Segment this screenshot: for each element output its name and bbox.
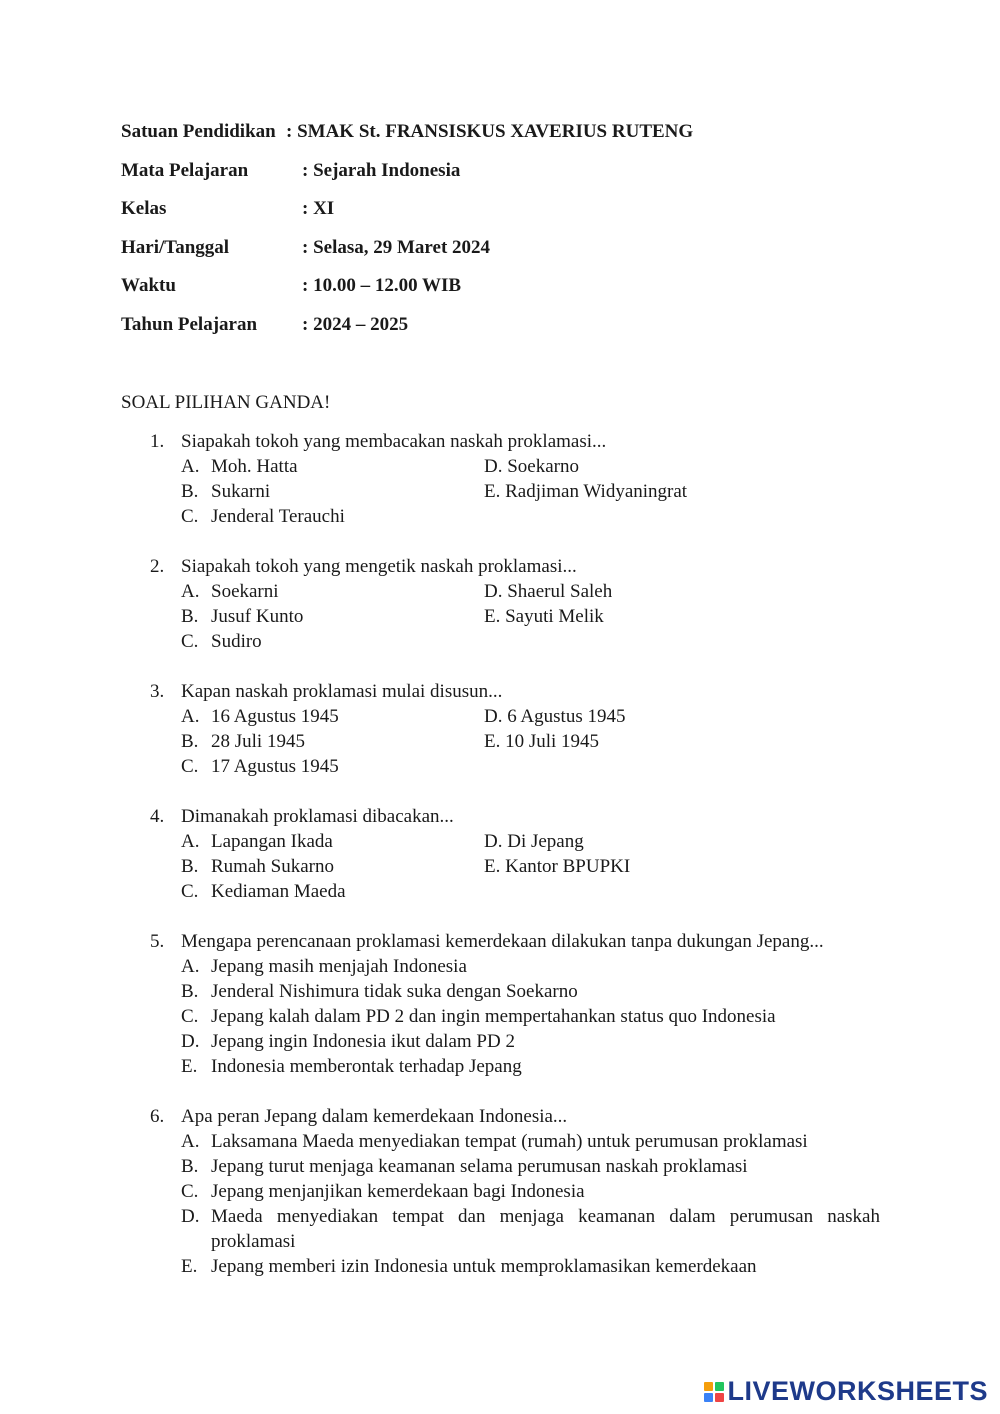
option-a[interactable]: A. Lapangan Ikada [181,831,333,852]
option-c[interactable]: C. Jepang menjanjikan kemerdekaan bagi Indonesia [181,1181,585,1202]
question-1 [150,429,880,529]
question-number: 2. [150,556,165,577]
header-value: : Sejarah Indonesia [302,159,461,181]
option-d[interactable]: D. Di Jepang [484,831,584,852]
question-text: Mengapa perencanaan proklamasi kemerdekaan dilakukan tanpa dukungan Jepang... [181,931,824,952]
option-d[interactable]: D. Soekarno [484,456,579,477]
header-value: : SMAK St. FRANSISKUS XAVERIUS RUTENG [286,121,694,142]
question-3 [150,679,880,779]
option-b[interactable]: B. Rumah Sukarno [181,856,334,877]
option-a[interactable]: A. Laksamana Maeda menyediakan tempat (rumah) untuk perumusan proklamasi [181,1131,808,1152]
liveworksheets-logo [704,1376,988,1407]
option-c[interactable]: C. Jenderal Terauchi [181,506,345,527]
header-label: Satuan Pendidikan [121,121,276,142]
option-b[interactable]: B. Jusuf Kunto [181,606,304,627]
header-value: : 10.00 – 12.00 WIB [302,275,462,297]
header-label: Hari/Tanggal [121,236,230,258]
option-e[interactable]: E. Kantor BPUPKI [484,856,631,877]
option-b[interactable]: B. Jepang turut menjaga keamanan selama perumusan naskah proklamasi [181,1156,748,1177]
logo-grid-icon [704,1382,724,1402]
question-list [150,429,880,1304]
header-label: Kelas [121,198,167,220]
header-value: : XI [302,198,335,220]
question-text: Siapakah tokoh yang membacakan naskah proklamasi... [181,431,607,452]
question-text: Apa peran Jepang dalam kemerdekaan Indonesia... [181,1106,568,1127]
option-e[interactable]: E. Sayuti Melik [484,606,604,627]
header-label: Waktu [121,275,176,297]
question-number: 1. [150,431,165,452]
header-label: Tahun Pelajaran [121,313,258,335]
header-value: : Selasa, 29 Maret 2024 [302,236,491,258]
option-c[interactable]: C. 17 Agustus 1945 [181,756,339,777]
question-6 [150,1104,880,1279]
option-d[interactable]: D. 6 Agustus 1945 [484,706,626,727]
question-5 [150,929,880,1079]
option-c[interactable]: C. Jepang kalah dalam PD 2 dan ingin mempertahankan status quo Indonesia [181,1006,776,1027]
option-b[interactable]: B. Sukarni [181,481,271,502]
header-label: Mata Pelajaran [121,159,249,181]
option-d[interactable]: D. Jepang ingin Indonesia ikut dalam PD 2 [181,1031,515,1052]
question-text: Dimanakah proklamasi dibacakan... [181,806,454,827]
option-b[interactable]: B. Jenderal Nishimura tidak suka dengan Soekarno [181,981,578,1002]
option-d[interactable]: D. Maeda menyediakan tempat dan menjaga keamanan dalam perumusan naskah proklamasi [181,1206,880,1252]
option-e[interactable]: E. Jepang memberi izin Indonesia untuk memproklamasikan kemerdekaan [181,1256,757,1277]
question-text: Siapakah tokoh yang mengetik naskah proklamasi... [181,556,577,577]
question-text: Kapan naskah proklamasi mulai disusun... [181,681,503,702]
option-a[interactable]: A. 16 Agustus 1945 [181,706,339,727]
question-number: 6. [150,1106,165,1127]
option-a[interactable]: A. Jepang masih menjajah Indonesia [181,956,467,977]
option-c[interactable]: C. Sudiro [181,631,262,652]
option-e[interactable]: E. Indonesia memberontak terhadap Jepang [181,1056,522,1077]
logo-text: LIVEWORKSHEETS [727,1376,988,1406]
question-number: 4. [150,806,165,827]
option-e[interactable]: E. 10 Juli 1945 [484,731,600,752]
section-title: SOAL PILIHAN GANDA! [121,392,331,413]
option-a[interactable]: A. Soekarni [181,581,279,602]
question-number: 5. [150,931,165,952]
header-value: : 2024 – 2025 [302,313,409,335]
question-number: 3. [150,681,165,702]
option-d[interactable]: D. Shaerul Saleh [484,581,613,602]
option-c[interactable]: C. Kediaman Maeda [181,881,346,902]
option-e[interactable]: E. Radjiman Widyaningrat [484,481,688,502]
question-2 [150,554,880,654]
question-4 [150,804,880,904]
option-b[interactable]: B. 28 Juli 1945 [181,731,305,752]
option-a[interactable]: A. Moh. Hatta [181,456,298,477]
